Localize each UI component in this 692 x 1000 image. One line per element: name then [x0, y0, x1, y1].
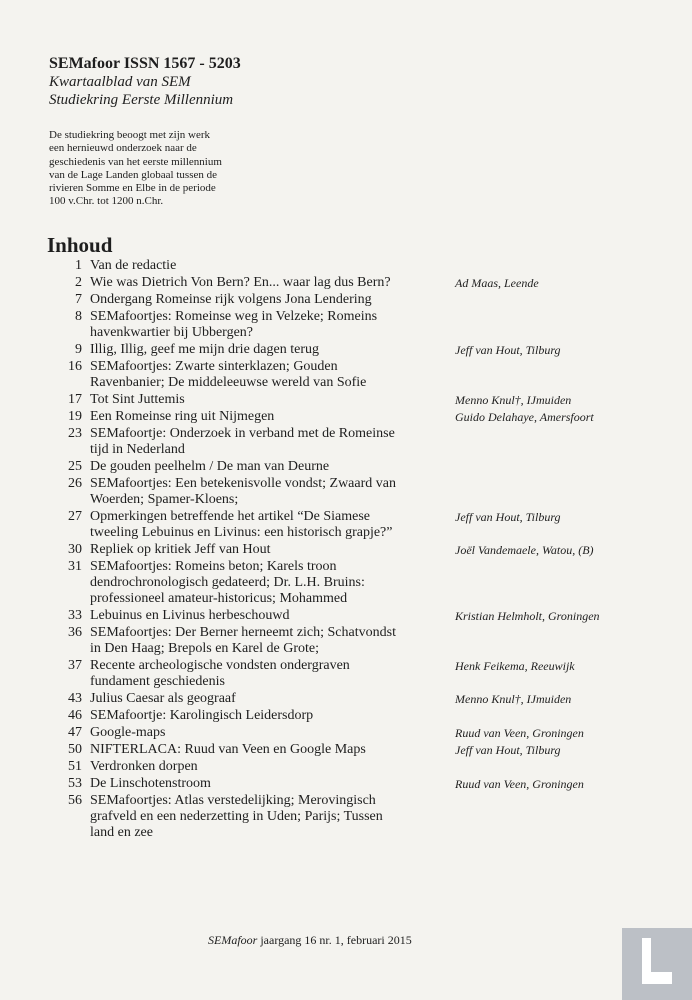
toc-page-number: 9 — [75, 342, 82, 357]
toc-page-number: 30 — [68, 542, 82, 557]
toc-page-number: 27 — [68, 509, 82, 524]
toc-entry — [0, 342, 692, 358]
intro-line: geschiedenis van het eerste millennium — [49, 155, 222, 168]
toc-title-line: fundament geschiedenis — [90, 674, 225, 689]
toc-title — [90, 275, 442, 291]
masthead — [49, 54, 349, 109]
toc-title-line: Opmerkingen betreffende het artikel “De Siamese — [90, 509, 371, 524]
toc-page-number: 43 — [68, 691, 82, 706]
footer-issue: jaargang 16 nr. 1, februari 2015 — [257, 933, 412, 947]
toc-title-line: SEMafoortjes: Romeinse weg in Velzeke; Romeins — [90, 309, 378, 324]
toc-title-line: De Linschotenstroom — [90, 776, 211, 791]
toc-page-number: 23 — [68, 426, 82, 441]
toc-title-line: Illig, Illig, geef me mijn drie dagen terug — [90, 342, 319, 357]
toc-entry — [0, 476, 692, 508]
toc-entry — [0, 258, 692, 274]
toc-title-line: SEMafoortjes: Zwarte sinterklazen; Gouden — [90, 359, 338, 374]
toc-entry — [0, 509, 692, 541]
toc-entry — [0, 759, 692, 775]
toc-author: Menno Knul†, IJmuiden — [455, 692, 572, 706]
intro-paragraph — [49, 129, 279, 209]
intro-line: 100 v.Chr. tot 1200 n.Chr. — [49, 195, 164, 208]
toc-title — [90, 793, 442, 841]
toc-title — [90, 625, 442, 657]
toc-page-number: 31 — [68, 559, 82, 574]
toc-entry — [0, 793, 692, 841]
toc-author: Jeff van Hout, Tilburg — [455, 343, 561, 357]
toc-title — [90, 559, 442, 607]
footer-journal: SEMafoor — [208, 933, 258, 947]
toc-title — [90, 509, 442, 541]
journal-subtitle: Kwartaalblad van SEM — [49, 74, 191, 90]
toc-title-line: Wie was Dietrich Von Bern? En... waar lag dus Bern? — [90, 275, 391, 290]
toc-author: Guido Delahaye, Amersfoort — [455, 410, 594, 424]
toc-title-line: SEMafoortjes: Atlas verstedelijking; Merovingisch — [90, 793, 376, 808]
toc-entry — [0, 708, 692, 724]
toc-page-number: 16 — [68, 359, 82, 374]
toc-title — [90, 459, 442, 475]
toc-page-number: 8 — [75, 309, 82, 324]
toc-title-line: SEMafoortjes: Romeins beton; Karels troon — [90, 559, 337, 574]
toc-page-number: 47 — [68, 725, 82, 740]
toc-page-number: 2 — [75, 275, 82, 290]
toc-title-line: Tot Sint Juttemis — [90, 392, 185, 407]
toc-page-number: 56 — [68, 793, 82, 808]
toc-title — [90, 708, 442, 724]
toc-entry — [0, 625, 692, 657]
toc-entry — [0, 409, 692, 425]
toc-title — [90, 426, 442, 458]
toc-page-number: 51 — [68, 759, 82, 774]
table-of-contents — [0, 258, 692, 842]
toc-entry — [0, 275, 692, 291]
toc-title — [90, 258, 442, 274]
toc-page-number: 7 — [75, 292, 82, 307]
toc-title-line: Verdronken dorpen — [90, 759, 198, 774]
toc-title — [90, 691, 442, 707]
toc-title-line: professioneel amateur-historicus; Mohammed — [90, 591, 348, 606]
toc-title-line: SEMafoortjes: Een betekenisvolle vondst; Zwaard van — [90, 476, 396, 491]
toc-page-number: 37 — [68, 658, 82, 673]
toc-page-number: 50 — [68, 742, 82, 757]
toc-author: Kristian Helmholt, Groningen — [455, 609, 600, 623]
toc-entry — [0, 559, 692, 607]
toc-title-line: tweeling Lebuinus en Livinus: een historisch grapje?” — [90, 525, 393, 540]
toc-title-line: tijd in Nederland — [90, 442, 185, 457]
toc-title-line: dendrochronologisch gedateerd; Dr. L.H. Bruins: — [90, 575, 365, 590]
toc-title — [90, 292, 442, 308]
toc-title-line: grafveld en een nederzetting in Uden; Parijs; Tussen — [90, 809, 383, 824]
toc-title — [90, 409, 442, 425]
toc-entry — [0, 309, 692, 341]
toc-title-line: De gouden peelhelm / De man van Deurne — [90, 459, 330, 474]
toc-author: Jeff van Hout, Tilburg — [455, 510, 561, 524]
page-footer — [208, 933, 412, 948]
toc-entry — [0, 459, 692, 475]
lastdodo-logo — [622, 928, 692, 1000]
toc-entry — [0, 426, 692, 458]
intro-line: een hernieuwd onderzoek naar de — [49, 142, 197, 155]
toc-title-line: SEMafoortje: Onderzoek in verband met de Romeinse — [90, 426, 395, 441]
toc-entry — [0, 359, 692, 391]
toc-entry — [0, 776, 692, 792]
toc-page-number: 36 — [68, 625, 82, 640]
toc-author: Joël Vandemaele, Watou, (B) — [455, 543, 594, 557]
intro-line: van de Lage Landen globaal tussen de — [49, 168, 217, 181]
toc-title — [90, 342, 442, 358]
toc-title-line: Ondergang Romeinse rijk volgens Jona Lendering — [90, 292, 372, 307]
toc-page-number: 17 — [68, 392, 82, 407]
toc-author: Ad Maas, Leende — [455, 276, 539, 290]
toc-title-line: Recente archeologische vondsten ondergraven — [90, 658, 350, 673]
toc-page-number: 25 — [68, 459, 82, 474]
toc-author: Menno Knul†, IJmuiden — [455, 393, 572, 407]
toc-title-line: SEMafoortje: Karolingisch Leidersdorp — [90, 708, 314, 723]
toc-title — [90, 759, 442, 775]
toc-entry — [0, 392, 692, 408]
toc-title-line: Google-maps — [90, 725, 166, 740]
toc-title-line: SEMafoortjes: Der Berner herneemt zich; Schatvondst — [90, 625, 396, 640]
toc-entry — [0, 608, 692, 624]
toc-page-number: 53 — [68, 776, 82, 791]
toc-page-number: 26 — [68, 476, 82, 491]
toc-title-line: NIFTERLACA: Ruud van Veen en Google Maps — [90, 742, 366, 757]
intro-line: rivieren Somme en Elbe in de periode — [49, 182, 216, 195]
toc-entry — [0, 658, 692, 690]
toc-title-line: Repliek op kritiek Jeff van Hout — [90, 542, 271, 557]
toc-title-line: havenkwartier bij Ubbergen? — [90, 325, 254, 340]
toc-entry — [0, 742, 692, 758]
toc-page-number: 19 — [68, 409, 82, 424]
toc-author: Henk Feikema, Reeuwijk — [455, 659, 575, 673]
toc-title — [90, 776, 442, 792]
toc-page-number: 46 — [68, 708, 82, 723]
toc-title — [90, 359, 442, 391]
toc-title-line: Lebuinus en Livinus herbeschouwd — [90, 608, 290, 623]
intro-line: De studiekring beoogt met zijn werk — [49, 129, 210, 141]
toc-author: Ruud van Veen, Groningen — [455, 726, 584, 740]
toc-title — [90, 309, 442, 341]
toc-page-number: 1 — [75, 258, 82, 273]
logo-l-icon — [642, 938, 672, 984]
toc-title-line: land en zee — [90, 825, 153, 840]
toc-entry — [0, 725, 692, 741]
toc-title — [90, 742, 442, 758]
toc-title — [90, 542, 442, 558]
toc-author: Ruud van Veen, Groningen — [455, 777, 584, 791]
toc-title — [90, 658, 442, 690]
toc-title — [90, 725, 442, 741]
toc-title — [90, 392, 442, 408]
journal-title: SEMafoor ISSN 1567 - 5203 — [49, 55, 241, 72]
contents-heading: Inhoud — [47, 233, 113, 257]
toc-title-line: Julius Caesar als geograaf — [90, 691, 236, 706]
toc-title-line: Woerden; Spamer-Kloens; — [90, 492, 239, 507]
toc-title — [90, 608, 442, 624]
toc-title-line: Van de redactie — [90, 258, 177, 273]
society-name: Studiekring Eerste Millennium — [49, 92, 234, 108]
toc-page-number: 33 — [68, 608, 82, 623]
toc-entry — [0, 292, 692, 308]
toc-title-line: Ravenbanier; De middeleeuwse wereld van Sofie — [90, 375, 367, 390]
toc-title — [90, 476, 442, 508]
toc-author: Jeff van Hout, Tilburg — [455, 743, 561, 757]
toc-title-line: Een Romeinse ring uit Nijmegen — [90, 409, 275, 424]
toc-title-line: in Den Haag; Brepols en Karel de Grote; — [90, 641, 319, 656]
toc-entry — [0, 542, 692, 558]
toc-entry — [0, 691, 692, 707]
